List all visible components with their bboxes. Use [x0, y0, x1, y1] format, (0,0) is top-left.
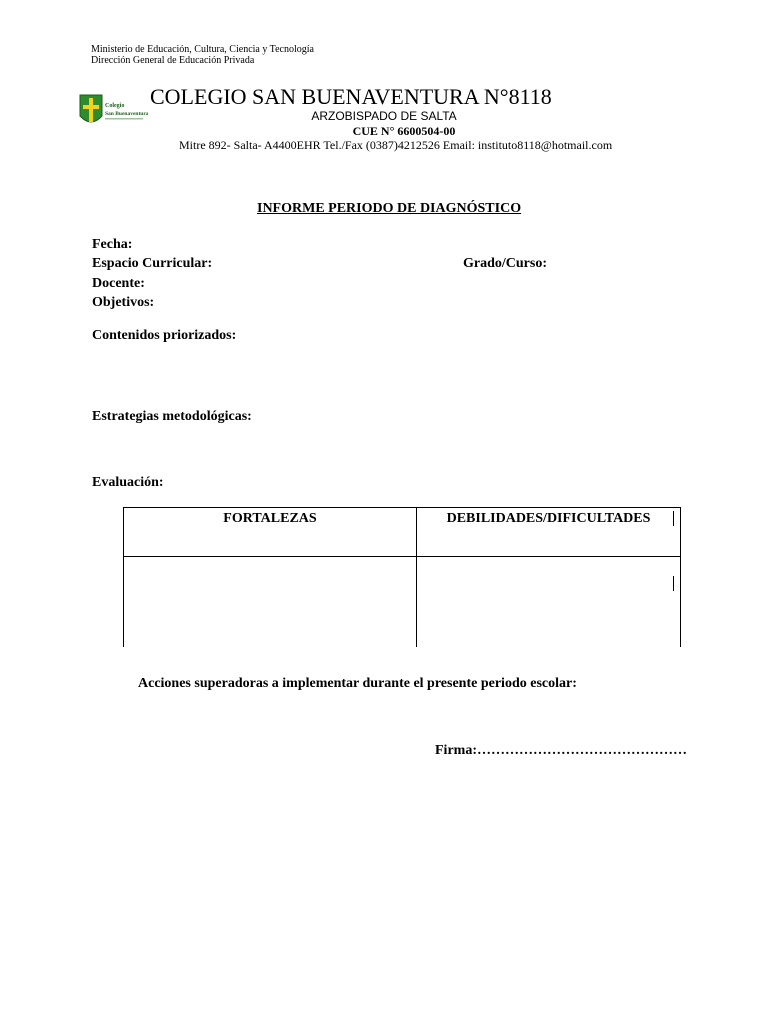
- firma-line: Firma:………………………………………: [435, 743, 687, 758]
- debilidades-header: DEBILIDADES/DIFICULTADES: [417, 508, 681, 557]
- ministry-line-2: Dirección General de Educación Privada: [91, 55, 255, 66]
- ministry-line-1: Ministerio de Educación, Cultura, Ciencia y Tecnología: [91, 44, 314, 55]
- contact-address: Mitre 892- Salta- A4400EHR Tel./Fax (0387)4212526 Email: instituto8118@hotmail.com: [179, 138, 613, 152]
- archdiocese: ARZOBISPADO DE SALTA: [311, 109, 457, 123]
- evaluation-table: [123, 507, 681, 647]
- logo-text-1: Colegio: [105, 103, 125, 109]
- table-header-row: [124, 508, 681, 557]
- fecha-label: Fecha:: [92, 237, 133, 252]
- fortalezas-cell[interactable]: [124, 557, 417, 648]
- contenidos-label: Contenidos priorizados:: [92, 328, 237, 343]
- estrategias-label: Estrategias metodológicas:: [92, 409, 252, 424]
- text-cursor-mark: [673, 576, 674, 591]
- form-title: INFORME PERIODO DE DIAGNÓSTICO: [257, 201, 522, 216]
- docente-label: Docente:: [92, 276, 145, 291]
- fortalezas-header: FORTALEZAS: [124, 508, 417, 557]
- debilidades-cell[interactable]: [417, 557, 681, 648]
- logo-text-2: San Buenaventura: [105, 111, 148, 117]
- grado-curso-label: Grado/Curso:: [463, 256, 547, 271]
- evaluacion-label: Evaluación:: [92, 475, 164, 490]
- objetivos-label: Objetivos:: [92, 295, 155, 310]
- school-name: COLEGIO SAN BUENAVENTURA N°8118: [150, 84, 552, 109]
- espacio-curricular-label: Espacio Curricular:: [92, 256, 213, 271]
- table-row: [124, 557, 681, 648]
- acciones-label: Acciones superadoras a implementar durante el presente periodo escolar:: [138, 676, 577, 691]
- text-cursor-mark: [673, 511, 674, 526]
- cue-number: CUE N° 6600504-00: [352, 124, 456, 138]
